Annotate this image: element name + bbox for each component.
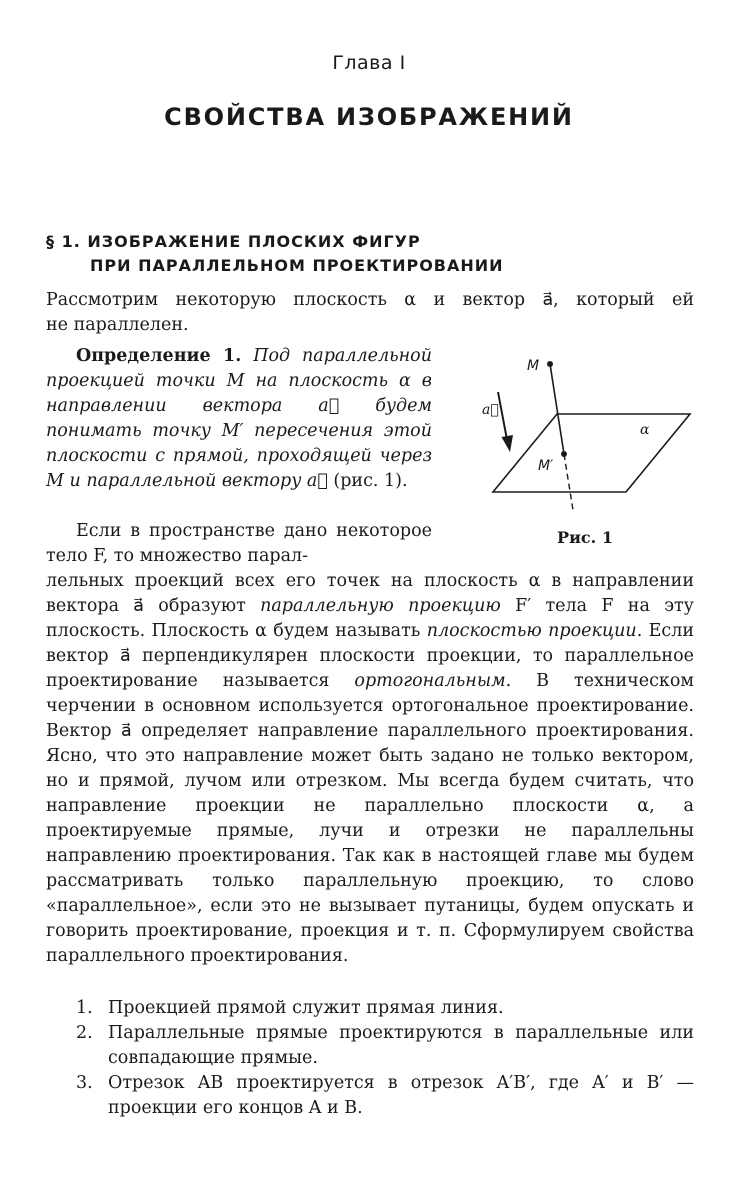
paragraph2-wide [46, 569, 694, 969]
list-item [76, 1071, 694, 1121]
properties-list [76, 996, 694, 1121]
section-heading-line2: ПРИ ПАРАЛЛЕЛЬНОМ ПРОЕКТИРОВАНИИ [90, 256, 504, 275]
projecting-line-upper [550, 364, 564, 454]
definition-label: Определение 1. [76, 346, 242, 366]
projecting-line-lower [564, 454, 573, 510]
figure-caption: Рис. 1 [557, 528, 613, 547]
vector-a-arrowhead [502, 435, 514, 452]
plane-alpha [493, 414, 690, 492]
list-item-number: 1. [76, 998, 93, 1018]
paragraph2-part1: лельных проекций всех его точек на плоскость α в направлении вектора a⃗ образуют [46, 571, 694, 616]
paragraph2-narrow [46, 519, 432, 569]
definition-paragraph [46, 344, 432, 494]
label-M: M [527, 358, 540, 374]
term-parallel-projection: параллельную проекцию [260, 596, 501, 616]
paragraph2-part4: . В техническом черчении в основном используется ортогональное проектирование. Вектор a⃗ определяет направление параллельного проектирования. Ясно, что это направление может быть задано не только вектором, но и прямой, лучом или отрезком. Мы всегда будем считать, что направление проекции не параллельно плоскости α, а проектируемые прямые, лучи и отрезки не параллельны направлению проектирования. Так как в настоящей главе мы будем рассматривать только параллельную проекцию, то слово «параллельное», если это не вызывает путаницы, будем опускать и говорить проектирование, проекция и т. п. Сформулируем свойства параллельного проектирования. [46, 671, 694, 966]
list-item [76, 996, 694, 1021]
point-M [547, 361, 553, 367]
list-item-text: Параллельные прямые проектируются в параллельные или совпадающие прямые. [108, 1023, 694, 1068]
intro-line1: Рассмотрим некоторую плоскость α и вектор a⃗, который ей [46, 290, 694, 310]
intro-line2: не параллелен. [46, 315, 189, 335]
chapter-title: СВОЙСТВА ИЗОБРАЖЕНИЙ [164, 103, 574, 131]
point-M-prime [561, 451, 567, 457]
label-alpha: α [640, 422, 650, 438]
label-vector-a: a⃗ [482, 402, 499, 418]
section-heading-line1: § 1. ИЗОБРАЖЕНИЕ ПЛОСКИХ ФИГУР [46, 232, 421, 251]
term-projection-plane: плоскостью проекции [426, 621, 637, 641]
section-heading [46, 230, 706, 278]
list-item-text: Проекцией прямой служит прямая линия. [108, 998, 504, 1018]
list-item-number: 3. [76, 1073, 93, 1093]
list-item-number: 2. [76, 1023, 93, 1043]
paragraph2-part2: F′ тела F на эту плоскость. Плоскость α будем называть [46, 596, 694, 641]
paragraph2-part3: . Если вектор a⃗ перпендикулярен плоскости проекции, то параллельное проектирование называется [46, 621, 694, 691]
term-orthogonal: ортогональным [354, 671, 506, 691]
definition-reference: (рис. 1). [327, 471, 408, 491]
intro-paragraph [46, 288, 694, 338]
chapter-label: Глава I [332, 52, 406, 74]
list-item-text: Отрезок AB проектируется в отрезок A′B′, где A′ и B′ — проекции его концов A и B. [108, 1073, 694, 1118]
definition-body: Под параллельной проекцией точки M на плоскость α в направлении вектора a⃗ будем понимать точку M′ пересечения этой плоскости с прямой, проходящей через M и параллельной вектору a⃗ [46, 346, 432, 491]
figure-projection-diagram [484, 340, 704, 510]
list-item [76, 1021, 694, 1071]
label-M-prime: M′ [538, 458, 554, 474]
paragraph2-narrow-text: Если в пространстве дано некоторое тело F, то множество парал- [46, 521, 432, 566]
